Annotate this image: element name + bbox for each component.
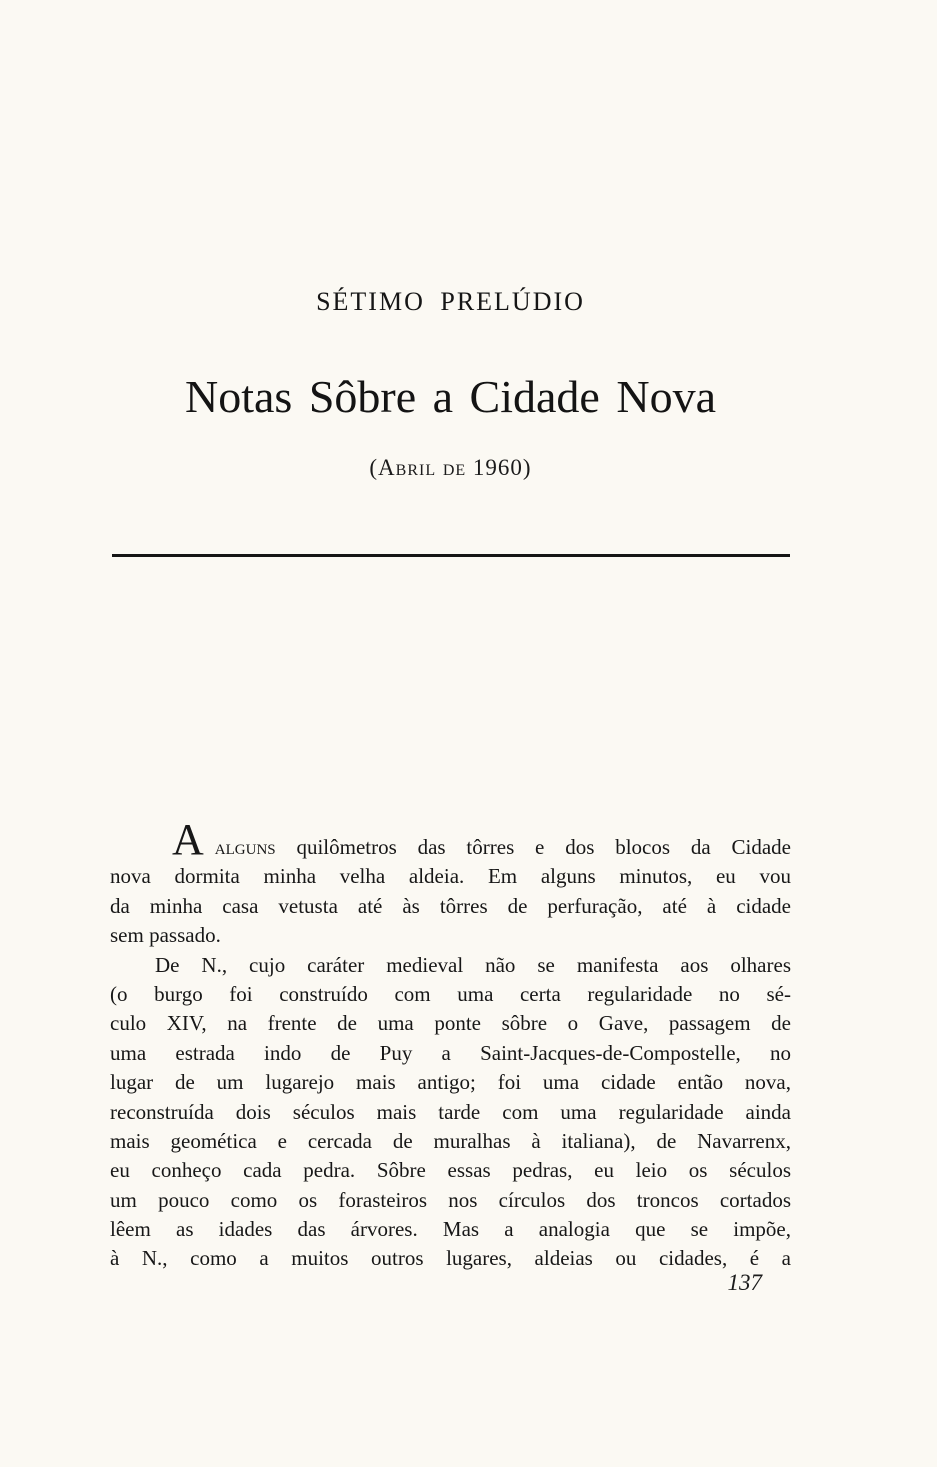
text-line: eu conheço cada pedra. Sôbre essas pedras, eu leio os séculos xyxy=(110,1158,791,1183)
horizontal-rule xyxy=(112,554,790,557)
raised-initial-letter: A xyxy=(172,815,204,864)
text-line: sem passado. xyxy=(110,923,221,948)
paragraph-2-lines xyxy=(110,980,791,1274)
smallcaps-word: alguns xyxy=(214,835,276,859)
text-line: De N., cujo caráter medieval não se manifesta aos olhares xyxy=(155,952,791,977)
paragraph-1 xyxy=(110,815,791,951)
text-line: uma estrada indo de Puy a Saint-Jacques-de-Compostelle, no xyxy=(110,1040,791,1065)
text-line: lêem as idades das árvores. Mas a analogia que se impõe, xyxy=(110,1217,791,1242)
text-line: da minha casa vetusta até às tôrres de perfuração, até à cidade xyxy=(110,893,791,918)
text-column xyxy=(110,0,791,1467)
text-line: reconstruída dois séculos mais tarde com uma regularidade ainda xyxy=(110,1099,791,1124)
page-title: Notas Sôbre a Cidade Nova xyxy=(185,371,716,422)
text-line: um pouco como os forasteiros nos círculos dos troncos cortados xyxy=(110,1187,791,1212)
text-line: lugar de um lugarejo mais antigo; foi uma cidade então nova, xyxy=(110,1070,791,1095)
text-line: mais geomética e cercada de muralhas à italiana), de Navarrenx, xyxy=(110,1128,791,1153)
text-line: culo XIV, na frente de uma ponte sôbre o Gave, passagem de xyxy=(110,1011,791,1036)
text-line: nova dormita minha velha aldeia. Em alguns minutos, eu vou xyxy=(110,864,791,889)
page-number: 137 xyxy=(727,1270,762,1295)
text-line xyxy=(110,815,791,864)
text-line: (o burgo foi construído com uma certa regularidade no sé- xyxy=(110,981,791,1006)
body-text xyxy=(110,815,791,1274)
chapter-kicker: SÉTIMO PRELÚDIO xyxy=(316,287,585,316)
line-text: quilômetros das tôrres e dos blocos da Cidade xyxy=(275,835,791,859)
text-line: à N., como a muitos outros lugares, aldeias ou cidades, é a xyxy=(110,1246,791,1271)
paragraph-1-lines xyxy=(110,862,791,921)
paragraph-2 xyxy=(110,951,791,1274)
subtitle-date: (Abril de 1960) xyxy=(369,455,532,480)
